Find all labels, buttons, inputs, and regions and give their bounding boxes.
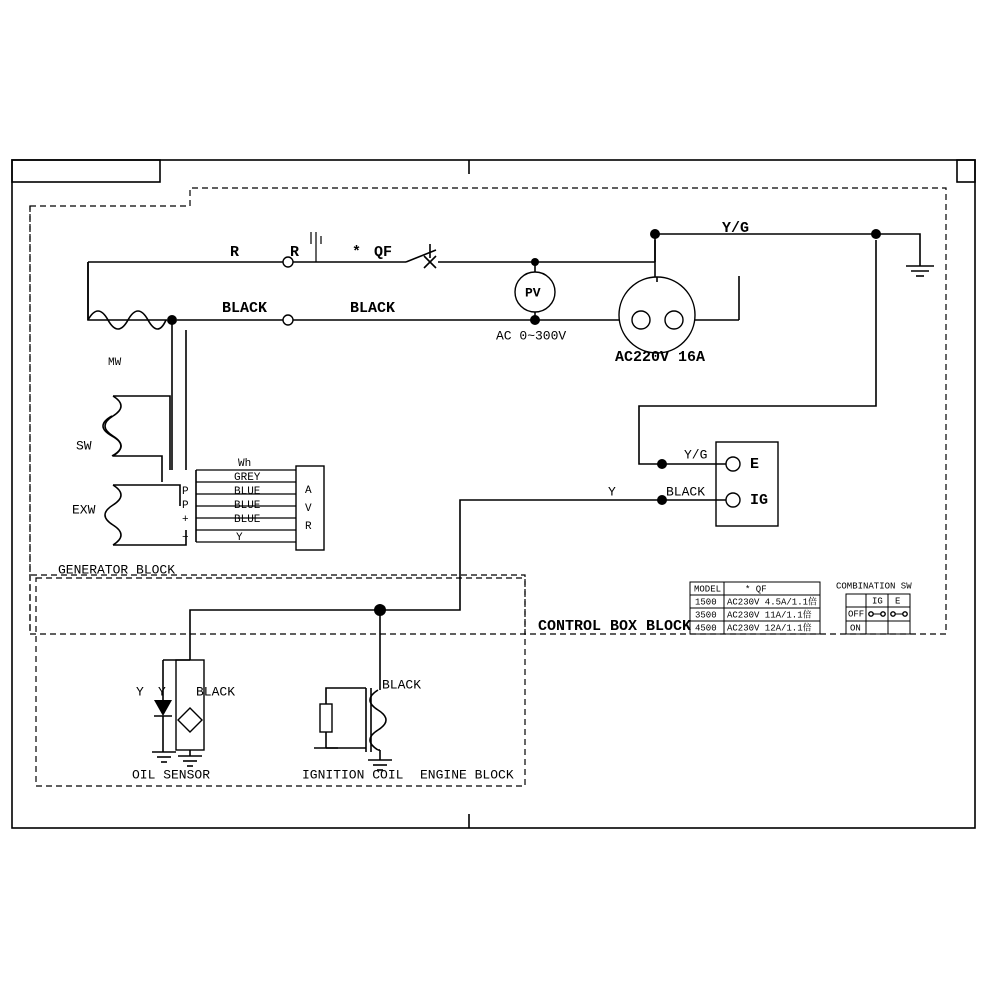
model-table-r2c0: 4500 [695,623,717,634]
label-ignition-coil: IGNITION COIL [302,767,404,783]
label-r-right: R [290,243,300,261]
label-generator-block: GENERATOR BLOCK [58,562,176,578]
label-avr-a: A [305,484,312,497]
label-ig-terminal: IG [750,491,769,509]
model-table-header-0: MODEL [694,584,722,595]
exw-coil [105,485,152,545]
label-yg-top: Y/G [722,219,750,237]
avr-block [296,466,324,550]
label-avr-v: V [305,502,312,515]
label-sw: SW [76,438,92,454]
label-e-terminal: E [750,455,760,473]
combination-sw-row-on: ON [850,623,861,634]
model-table-header-1: * QF [745,584,767,595]
label-black-ig: BLACK [666,484,706,500]
model-table-r2c1: AC230V 12A/1.1倍 [727,623,812,634]
label-engine-block: ENGINE BLOCK [420,767,514,783]
combination-sw-row-off: OFF [848,609,865,620]
label-black-right: BLACK [350,299,396,317]
label-blue-1: BLUE [234,485,261,498]
label-p-2: P [182,499,189,512]
sheet-border [12,160,975,828]
label-avr-r: R [305,520,312,533]
label-yg-e: Y/G [684,447,708,463]
combination-sw-header-e: E [895,596,901,607]
label-blue-2: BLUE [234,499,261,512]
label-control-box-block: CONTROL BOX BLOCK [538,617,692,635]
label-y-oil-1: Y [136,684,144,700]
label-plus: + [182,513,189,526]
label-exw: EXW [72,502,96,518]
label-y-avr: Y [236,531,243,544]
ig-terminal-box [716,442,778,526]
label-qf: QF [374,243,393,261]
breaker-circuit [88,229,934,282]
sw-coil [103,396,152,456]
label-r-left: R [230,243,240,261]
model-table-r1c1: AC230V 11A/1.1倍 [727,610,812,621]
label-grey: GREY [234,471,261,484]
label-socket: AC220V 16A [615,348,706,366]
label-p-1: P [182,485,189,498]
label-black-left: BLACK [222,299,268,317]
oil-sensor [152,660,204,766]
label-wh: Wh [238,457,252,470]
label-black-coil: BLACK [382,677,422,693]
label-minus: − [182,531,189,544]
combination-sw-table [836,581,912,634]
label-qf-star: * [352,243,362,261]
label-black-oil: BLACK [196,684,236,700]
avr-wires [152,320,296,545]
label-y-oil-2: Y [158,684,166,700]
mw-coil [88,262,166,329]
label-blue-3: BLUE [234,513,261,526]
label-ac-range: AC 0~300V [496,328,567,344]
label-oil-sensor: OIL SENSOR [132,767,211,783]
model-table [690,582,820,634]
ac-socket [619,277,695,353]
model-table-r0c1: AC230V 4.5A/1.1倍 [727,597,818,608]
model-table-r0c0: 1500 [695,597,717,608]
combination-sw-header-ig: IG [872,596,883,607]
label-mw: MW [108,356,122,369]
label-pv: PV [525,285,541,301]
combination-sw-title: COMBINATION SW [836,581,912,592]
model-table-r1c0: 3500 [695,610,717,621]
label-y-ig: Y [608,484,616,500]
